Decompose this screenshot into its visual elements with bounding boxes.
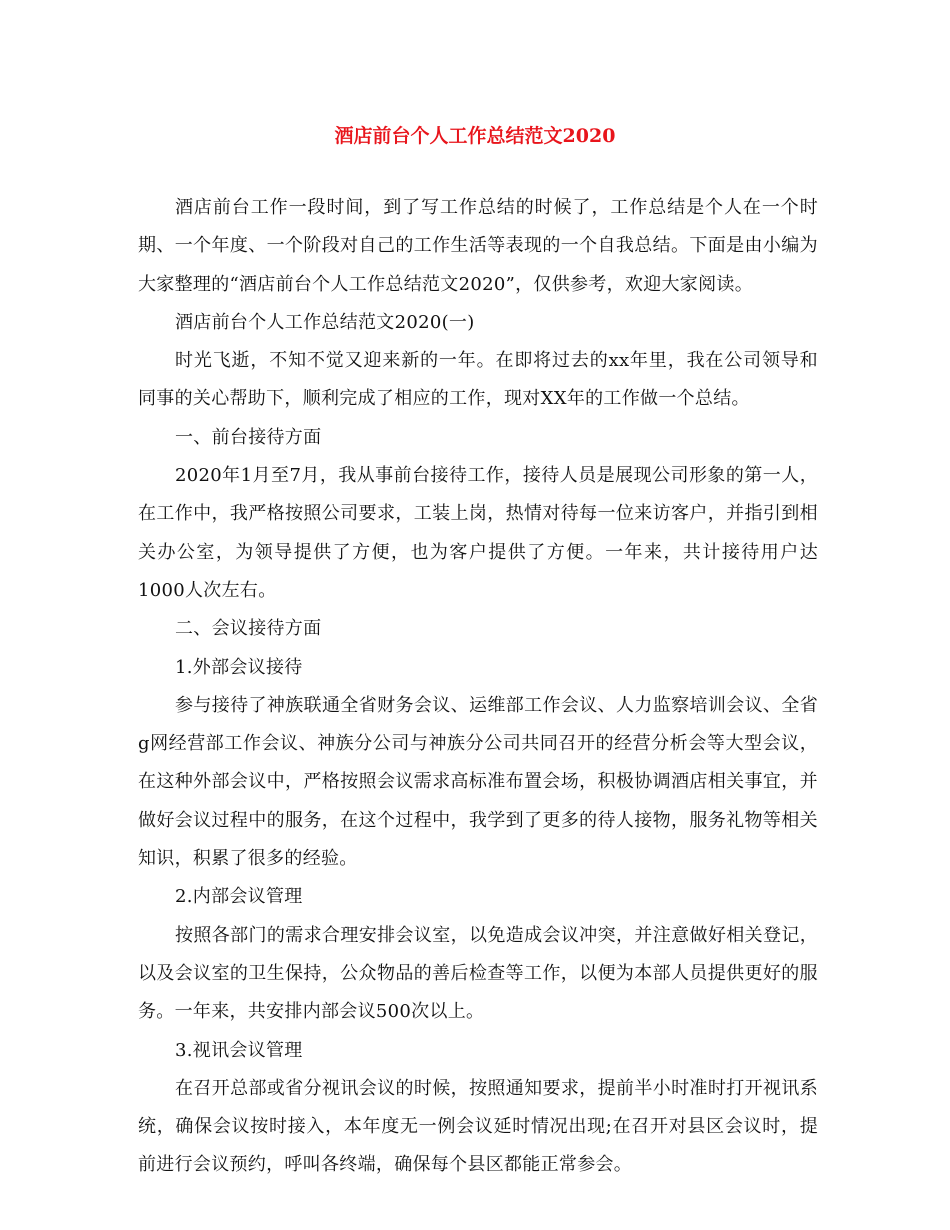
body-paragraph: 2020年1月至7月，我从事前台接待工作，接待人员是展现公司形象的第一人，在工作中，我严格按照公司要求，工装上岗，热情对待每一位来访客户，并指引到相关办公室，为领导提供了方便，也为客户提供了方便。一年来，共计接待用户达1000人次左右。 [138,465,818,601]
body-paragraph: 在召开总部或省分视讯会议的时候，按照通知要求，提前半小时准时打开视讯系统，确保会议按时接入，本年度无一例会议延时情况出现;在召开对县区会议时，提前进行会议预约，呼叫各终端，确保每个县区都能正常参会。 [138,1077,818,1176]
section-heading: 二、会议接待方面 [175,618,322,640]
intro-paragraph: 酒店前台工作一段时间，到了写工作总结的时候了，工作总结是个人在一个时期、一个年度、一个阶段对自己的工作生活等表现的一个自我总结。下面是由小编为大家整理的“酒店前台个人工作总结范文2020”，仅供参考，欢迎大家阅读。 [138,197,818,295]
subsection-heading: 1.外部会议接待 [175,656,303,678]
subsection-heading: 3.视讯会议管理 [175,1039,303,1061]
section-heading: 酒店前台个人工作总结范文2020(一) [175,311,475,333]
subsection-heading: 2.内部会议管理 [175,886,303,908]
section-heading: 一、前台接待方面 [175,426,322,448]
body-paragraph: 时光飞逝，不知不觉又迎来新的一年。在即将过去的xx年里，我在公司领导和同事的关心帮助下，顺利完成了相应的工作，现对XX年的工作做一个总结。 [138,350,818,410]
document-title: 酒店前台个人工作总结范文2020 [334,125,616,147]
body-paragraph: 参与接待了神族联通全省财务会议、运维部工作会议、人力监察培训会议、全省g网经营部工作会议、神族分公司与神族分公司共同召开的经营分析会等大型会议，在这种外部会议中，严格按照会议需求高标准布置会场，积极协调酒店相关事宜，并做好会议过程中的服务，在这个过程中，我学到了更多的待人接物，服务礼物等相关知识，积累了很多的经验。 [138,694,818,870]
body-paragraph: 按照各部门的需求合理安排会议室，以免造成会议冲突，并注意做好相关登记，以及会议室的卫生保持，公众物品的善后检查等工作，以便为本部人员提供更好的服务。一年来，共安排内部会议500次以上。 [138,924,818,1023]
document-body [138,189,818,1185]
